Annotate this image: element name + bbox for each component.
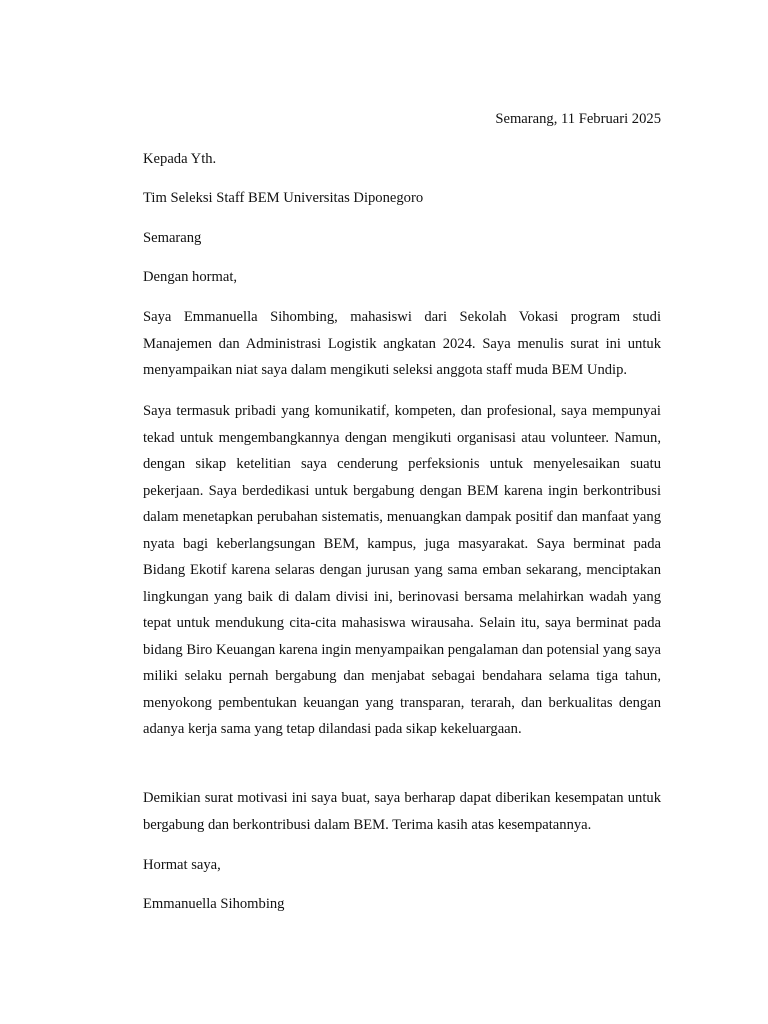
recipient-name: Tim Seleksi Staff BEM Universitas Diponegoro — [143, 190, 424, 206]
recipient-city: Semarang — [143, 230, 202, 246]
signature-name: Emmanuella Sihombing — [143, 896, 285, 912]
salutation: Dengan hormat, — [143, 269, 238, 285]
recipient-line: Kepada Yth. — [143, 151, 217, 167]
place-date: Semarang, 11 Februari 2025 — [495, 111, 661, 127]
paragraph-motivation: Saya termasuk pribadi yang komunikatif, kompeten, dan profesional, saya mempunyai tekad untuk mengembangkannya dengan mengikuti organisasi atau volunteer. Namun, dengan sikap ketelitian saya cenderung perfeksionis untuk menyelesaikan suatu pekerjaan. Saya berdedikasi untuk bergabung dengan BEM karena ingin berkontribusi dalam menetapkan perubahan sistematis, menuangkan dampak positif dan manfaat yang nyata bagi keberlangsungan BEM, kampus, juga masyarakat. Saya berminat pada Bidang Ekotif karena selaras dengan jurusan yang sama emban sekarang, menciptakan lingkungan yang baik di dalam divisi ini, berinovasi bersama melahirkan wadah yang tepat untuk mendukung cita-cita mahasiswa wirausaha. Selain itu, saya berminat pada bidang Biro Keuangan karena ingin menyampaikan pengalaman dan potensial yang saya miliki selaku pernah bergabung dan menjabat sebagai bendahara selama tiga tahun, menyokong pembentukan keuangan yang transparan, terarah, dan berkualitas dengan adanya kerja sama yang tetap dilandasi pada sikap kekeluargaan. — [143, 403, 661, 737]
closing-greeting: Hormat saya, — [143, 857, 221, 873]
paragraph-introduction: Saya Emmanuella Sihombing, mahasiswi dari Sekolah Vokasi program studi Manajemen dan Administrasi Logistik angkatan 2024. Saya menulis surat ini untuk menyampaikan niat saya dalam mengikuti seleksi anggota staff muda BEM Undip. — [143, 309, 661, 378]
paragraph-closing: Demikian surat motivasi ini saya buat, saya berharap dapat diberikan kesempatan untuk bergabung dan berkontribusi dalam BEM. Terima kasih atas kesempatannya. — [143, 790, 661, 833]
